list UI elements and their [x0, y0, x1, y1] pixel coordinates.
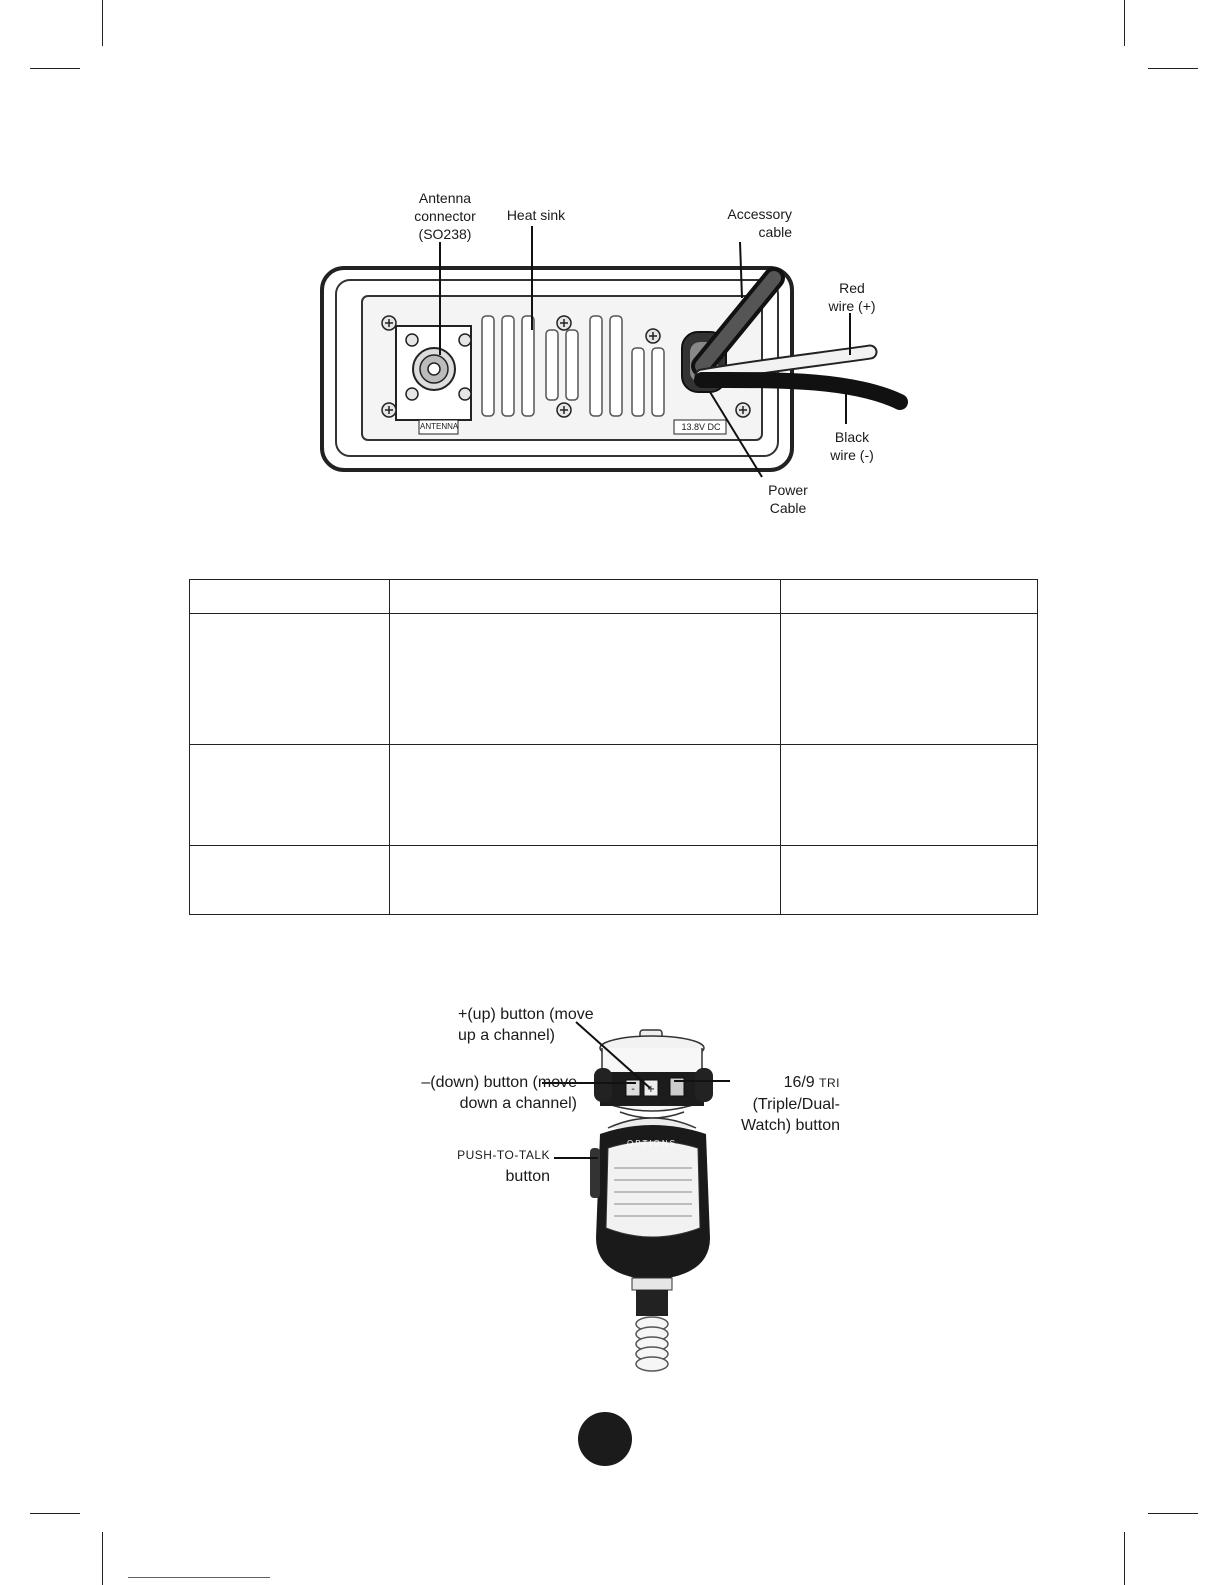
crop-mark	[1124, 0, 1125, 46]
table-cell	[190, 614, 390, 745]
table-cell	[190, 745, 390, 846]
dc-plate-label: 13.8V DC	[681, 422, 721, 432]
table-cell	[781, 614, 1038, 745]
spec-table	[189, 579, 1038, 915]
tri-button-label-line1: 16/9	[783, 1074, 815, 1091]
table-header-cell	[190, 580, 390, 614]
crop-mark	[1124, 1532, 1125, 1585]
crop-mark	[30, 1513, 80, 1514]
heat-sink-label: Heat sink	[506, 207, 566, 223]
antenna-connector-label: Antenna connector (SO238)	[414, 190, 476, 242]
up-button-label	[458, 1004, 594, 1046]
footer-link-underline	[128, 1577, 270, 1578]
down-button-label-line2: down a channel)	[459, 1095, 577, 1112]
crop-mark	[102, 1532, 103, 1585]
crop-mark	[1148, 1513, 1198, 1514]
down-button-label-line1: –(down) button (move	[421, 1074, 577, 1091]
table-row	[190, 614, 1038, 745]
up-button-label-line1: +(up) button (move	[458, 1006, 594, 1023]
table-cell	[781, 846, 1038, 915]
tri-button-label-small: TRI	[819, 1076, 840, 1090]
accessory-cable-label: Accessory cable	[727, 206, 792, 240]
table-cell	[781, 745, 1038, 846]
crop-mark	[1148, 68, 1198, 69]
down-button-label	[397, 1072, 577, 1114]
crop-mark	[30, 68, 80, 69]
table-row	[190, 846, 1038, 915]
ptt-button-label	[452, 1144, 550, 1187]
table-header-row	[190, 580, 1038, 614]
tri-button-label-line3: Watch) button	[740, 1117, 840, 1134]
black-wire-label: Black wire (-)	[830, 429, 874, 463]
page-number-badge	[578, 1412, 632, 1466]
table-header-cell	[781, 580, 1038, 614]
red-wire-label: Red wire (+)	[828, 280, 876, 314]
table-row	[190, 745, 1038, 846]
crop-mark	[102, 0, 103, 46]
table-header-cell	[389, 580, 781, 614]
table-cell	[389, 745, 781, 846]
svg-text:-: -	[631, 1084, 635, 1095]
table-cell	[190, 846, 390, 915]
svg-text:+: +	[646, 1084, 656, 1095]
ptt-button-label-line2: button	[505, 1168, 550, 1185]
tri-button-label-line2: (Triple/Dual-	[752, 1096, 840, 1113]
mic-brand-text: OPTIONS	[626, 1139, 677, 1148]
table-cell	[389, 846, 781, 915]
ptt-button-label-small: PUSH-TO-TALK	[457, 1148, 550, 1162]
up-button-label-line2: up a channel)	[458, 1027, 555, 1044]
table-cell	[389, 614, 781, 745]
power-cable-label: Power Cable	[768, 482, 808, 516]
antenna-plate-label: ANTENNA	[420, 422, 459, 431]
tri-button-label	[736, 1072, 840, 1136]
